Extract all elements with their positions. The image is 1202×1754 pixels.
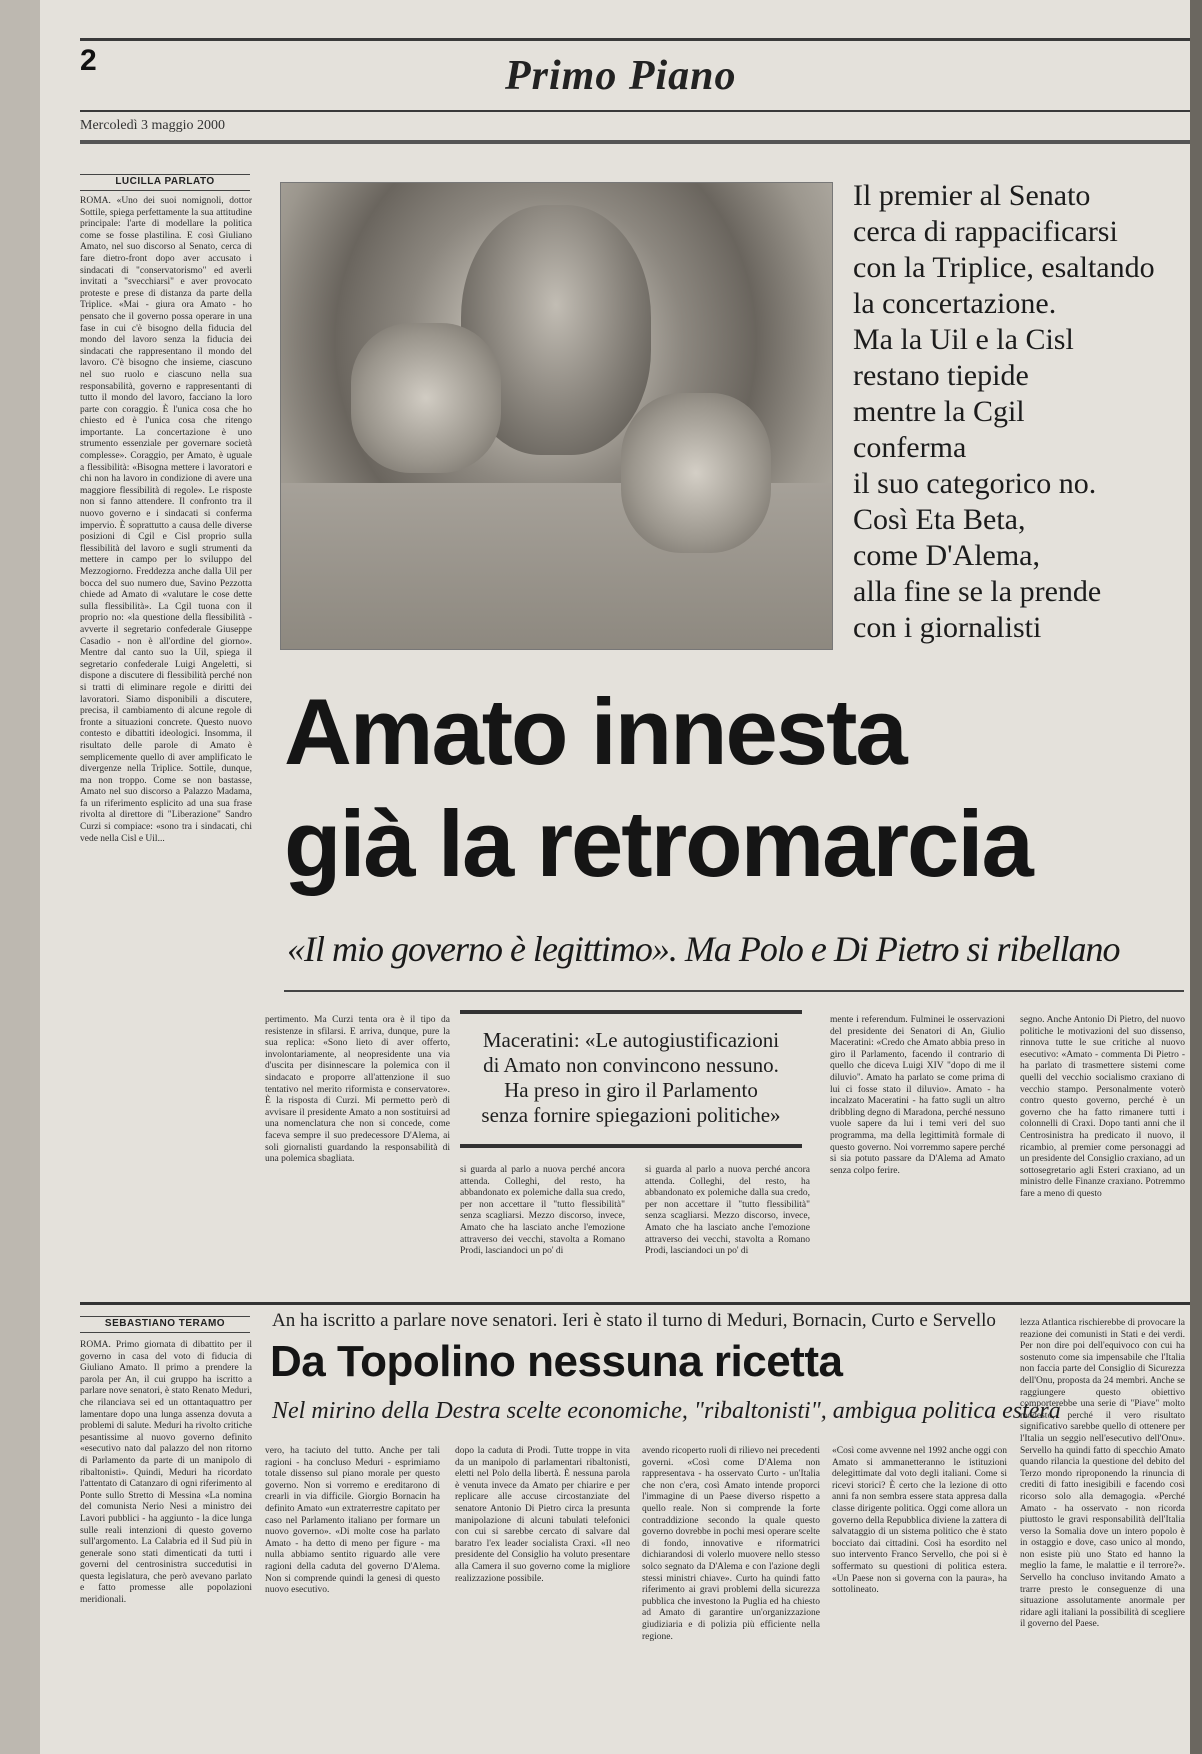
article-column-b: si guarda al parlo a nuova perché ancora attenda. Colleghi, del resto, ha abbandonato ex polemiche dalla sua credo, per non accettare il "tutto flessibilità" senza scagliarsi. Mezzo discorso, invece, Amato che ha lasciato anche l'emozione attraverso dei vecchi, stavolta a Romano Prodi, lasciandoci un po' di <box>460 1165 625 1257</box>
lede-line: la concertazione. <box>853 287 1057 320</box>
article-column-a: pertimento. Ma Curzi tenta ora è il tipo da resistenze in sfilarsi. E arriva, dunque, pure la sua replica: «Sono lieto di aver offerto, involontariamente, al neopresidente una via d'uscita per disinnescare la polemica con il sindacato e proporre all'attenzione il suo tentativo nel merito riformista e conservatore». È la risposta di Curzi. Mi permetto però di avvisare il presidente Amato a non sostituirsi ad una nomenclatura che non si concede, come faceva sempre il suo predecessore D'Alema, ai soli giornalisti guardando la responsabilità di una polemica sbagliata. <box>265 1015 450 1165</box>
lede-line: Ma la Uil e la Cisl <box>853 323 1074 356</box>
scan-right-edge <box>1190 0 1202 1754</box>
pull-quote <box>460 1010 802 1148</box>
photo-hand-left <box>351 323 501 473</box>
date-rule <box>80 140 1190 144</box>
article2-column-a: vero, ha taciuto del tutto. Anche per tali ragioni - ha concluso Meduri - esprimiamo totale dissenso sul piano morale per questo governo. Non si vorremo e ereditarono di crearli in via difficile. Giorgio Bornacin ha definito Amato «un extraterrestre capitato per caso nel Parlamento italiano per formare un nuovo governo». «Di molte cose ha parlato Amato - ha detto di meno per figure - ma nulla abbiamo sentito riguardo alle vere ragioni della caduta del governo D'Alema. Non si comprende quindi la genesi di questo nuovo esecutivo. <box>265 1446 440 1596</box>
article2-column-left: ROMA. Primo giornata di dibattito per il governo in casa del voto di fiducia di Giuliano Amato. Il primo a prendere la parola per An, il cui gruppo ha iscritto a parlare nove senatori, è stato Renato Meduri, che rilanciava sei ed un ottantaquattro per lamentare dopo una lunga assenza dovuta a problemi di salute. Meduri ha rivolto critiche pesantissime al nuovo governo definito «esecutivo nato dal palazzo del non ritorno di Parlamento da parte di un manipolo di ribaltonisti». Quindi, Meduri ha ricordato l'attentato di Catanzaro di ogni riferimento al Ponte sullo Stretto di Messina «La nomina del comunista Nerio Nesi a ministro dei Lavori pubblici - ha aggiunto - la dice lunga sulle reali intenzioni di questo governo sull'argomento. La Calabria ed il Sud più in generale sono stati dimenticati da tutti i governi del centrosinistra succedutisi in questa legislatura, che però avevano parlato e fatto promesse alle popolazioni meridionali. <box>80 1340 252 1606</box>
photo-amato <box>280 182 833 650</box>
top-rule <box>80 38 1190 41</box>
article-column-b2: si guarda al parlo a nuova perché ancora attenda. Colleghi, del resto, ha abbandonato ex polemiche dalla sua credo, per non accettare il "tutto flessibilità" senza scagliarsi. Mezzo discorso, invece, Amato che ha lasciato anche l'emozione attraverso dei vecchi, stavolta a Romano Prodi, lasciandoci un po' di <box>645 1165 810 1257</box>
lede-line: restano tiepide <box>853 359 1029 392</box>
article2-kicker: An ha iscritto a parlare nove senatori. Ieri è stato il turno di Meduri, Bornacin, Curto e Servello <box>272 1310 996 1331</box>
headline-line-2: già la retromarcia <box>284 791 1032 896</box>
byline-rule <box>80 190 250 191</box>
scan-left-margin <box>0 0 40 1754</box>
subhead: «Il mio governo è legittimo». Ma Polo e Di Pietro si ribellano <box>287 929 1120 969</box>
lede-line: conferma <box>853 431 967 464</box>
article2-column-d: «Così come avvenne nel 1992 anche oggi con Amato si ammanetteranno le istituzioni delegittimate dal voto degli italiani. Come si ricevi storici? È certo che la lezione di otto anni fa non sembra essere stata appresa dalla classe dirigente politica. Oggi come allora un governo della Repubblica diviene la zattera di salvataggio di un sistema politico che è stato bocciato dai cittadini. Così ha esordito nel suo intervento Franco Servello, che poi si è soffermato su questioni di politica estera. «Un Paese non si governa con la paura», ha sottolineato. <box>832 1446 1007 1596</box>
article2-column-c: avendo ricoperto ruoli di rilievo nei precedenti governi. «Così come D'Alema non rappresentava - ha osservato Curto - un'Italia che non c'era, così Amato intende proporci l'immagine di un Paese diverso rispetto a quello reale. Non si comprende la forte contraddizione secondo la quale questo governo dovrebbe in pochi mesi operare scelte di fondo, innovative e riformatrici dichiarandosi di volerlo muovere nello stesso solco segnato da D'Alema e con l'azione degli stessi ministri chiave». Curto ha quindi fatto riferimento ai gravi problemi della sicurezza pubblica che investono la Puglia ed ha chiesto ad Amato di garantire un'organizzazione giudiziaria e di polizia più efficiente nella regione. <box>642 1446 820 1642</box>
article2-subhead: Nel mirino della Destra scelte economiche, "ribaltonisti", ambigua politica estera <box>272 1398 1061 1424</box>
article2-headline: Da Topolino nessuna ricetta <box>270 1337 843 1386</box>
pull-quote-line: Ha preso in giro il Parlamento <box>504 1078 758 1102</box>
lede-line: Così Eta Beta, <box>853 503 1026 536</box>
lede-line: alla fine se la prende <box>853 575 1102 608</box>
article-column-c: mente i referendum. Fulminei le osservazioni del presidente dei Senatori di An, Giulio Maceratini: «Credo che Amato abbia preso in giro il Parlamento, facendo il contrario di quello che diceva Luigi XIV "dopo di me il diluvio". Amato ha parlato se come prima di lui ci fosse stato il diluvio». Amato - ha incalzato Maceratini - ha fatto sugli un altro dribbling degno di Maradona, perché nessuno vuole sapere da lui i temi veri del suo programma, ma della legittimità formale di questo governo. Noi vorremmo sapere perché si sia potuto passare da D'Alema ad Amato senza colpo ferire. <box>830 1015 1005 1176</box>
section-title: Primo Piano <box>505 53 737 99</box>
pull-quote-line: Maceratini: «Le autogiustificazioni <box>482 1028 780 1052</box>
lede-line: il suo categorico no. <box>853 467 1097 500</box>
byline-second: SEBASTIANO TERAMO <box>104 1318 226 1329</box>
masthead-rule <box>80 110 1190 112</box>
byline-rule <box>80 1332 250 1333</box>
article2-column-b: dopo la caduta di Prodi. Tutte troppe in vita da un manipolo di parlamentari ribaltonisti, eletti nel Polo della libertà. È nessuna parola è venuta invece da Amato per chiarire e per replicare alle accuse circostanziate del senatore Antonio Di Pietro circa la presunta manipolazione di alcuni tabulati telefonici con cui si sarebbe cercato di salvare dal baratro l'ex leader socialista Craxi. «Il neo presidente del Consiglio ha voluto presentare alla Camera il suo governo come la migliore realizzazione possibile. <box>455 1446 630 1584</box>
subhead-rule <box>284 990 1184 992</box>
pull-quote-line: di Amato non convincono nessuno. <box>483 1053 779 1077</box>
byline-rule <box>80 174 250 175</box>
lede-line: Il premier al Senato <box>853 179 1091 212</box>
lede-text <box>853 178 1183 646</box>
photo-hand-right <box>621 393 771 553</box>
lede-line: con la Triplice, esaltando <box>853 251 1155 284</box>
lede-line: con i giornalisti <box>853 611 1042 644</box>
byline-rule <box>80 1316 250 1317</box>
lede-line: come D'Alema, <box>853 539 1041 572</box>
lede-line: mentre la Cgil <box>853 395 1025 428</box>
byline-main: LUCILLA PARLATO <box>115 176 215 187</box>
pull-quote-line: senza fornire spiegazioni politiche» <box>481 1103 781 1127</box>
page-number: 2 <box>80 44 97 77</box>
headline-line-1: Amato innesta <box>284 679 906 784</box>
lede-line: cerca di rappacificarsi <box>853 215 1118 248</box>
dateline: Mercoledì 3 maggio 2000 <box>80 118 226 133</box>
article2-column-e: lezza Atlantica rischierebbe di provocare la reazione dei comunisti in Stati e dei verdi. Per non dire poi dell'equivoco con cui ha sostenuto come sia impensabile che l'Italia non faccia parte del Consiglio di Sicurezza dell'Onu, proposta da 24 membri. Anche se raggiungere questo obiettivo comporterebbe una serie di "Piave" molto modesto, perché il vero risultato significativo sarebbe quello di ottenere per l'Italia un seggio nell'esecutivo dell'Onu». Servello ha quindi fatto di specchio Amato quando rilancia la questione del debito del Terzo mondo riproponendo la rinuncia di crediti di fatto inesigibili e facendo così ricorso solo alla demagogia. «Perché Amato - ha osservato - non ricorda piuttosto le gravi responsabilità dell'Italia verso la Somalia dove un intero popolo è in ostaggio e dove, caso unico al mondo, non esiste più uno Stato ed hanno la meglio la fame, le malattie e il terrore?». Servello ha concluso invitando Amato a trarre presto le conseguenze di una situazione assolutamente anormale per ridare agli italiani la possibilità di scegliere il governo del Paese. <box>1020 1318 1185 1630</box>
article-divider <box>80 1302 1190 1305</box>
article-column-d: segno. Anche Antonio Di Pietro, del nuovo politiche le motivazioni del suo dissenso, rinnova tutte le sue critiche al nuovo esecutivo: «Amato - commenta Di Pietro - ha parlato di trasmettere sistemi come quelli del vecchio socialismo craxiano di vecchio stampo. Personalmente voterò contro questo governo, perché è un governo che ha fatto rimanere tutti i colonnelli di Craxi. Dopo tanti anni che il Centrosinistra ha predicato il nuovo, il ricambio, al premier come personaggi ad un presidente del Consiglio craxiano, ad un sottosegretario agli Esteri craxiano, ad un ministro delle Finanze craxiano. Potremmo fare a meno di questo <box>1020 1015 1185 1199</box>
article-column-left: ROMA. «Uno dei suoi nomignoli, dottor Sottile, spiega perfettamente la sua attitudine principale: l'arte di modellare la politica come se fosse plastilina. E così Giuliano Amato, nel suo discorso al Senato, cerca di fare dietro-front dopo aver accusato i sindacati di "conservatorismo" ed averli invitati a "svecchiarsi" e aver provocato proteste e prese di distanza da parte della Triplice. «Mai - giura ora Amato - ho pensato che il governo possa operare in una fase in cui c'è bisogno della fiducia del mondo del lavoro senza la fiducia dei sindacati che rappresentano il mondo del lavoro. C'è bisogno che insieme, ciascuno nel suo ruolo e ciascuno nella sua responsabilità, governo e rappresentanti di tutto il mondo del lavoro, facciano la loro parte con coraggio. È l'unica cosa che ho chiesto ed è l'unica cosa che ritengo importante. La concertazione è uno strumento essenziale per governare società complesse». Coraggio, per Amato, è uguale a flessibilità: «Bisogna mettere i lavoratori e chi non ha lavoro in condizione di avere una maggiore flessibilità di regole». Le risposte non si fanno attendere. Il confronto tra il nuovo governo e i sindacati si conferma impervio. È soprattutto a causa delle diverse posizioni di Cgil e Cisl proprio sulla flessibilità del lavoro e sugli strumenti da mettere in campo per lo sviluppo del Mezzogiorno. Freddezza anche dalla Uil per bocca del suo numero due, Savino Pezzotta chiede ad Amato di «valutare le cose dette sulla flessibilità». La Cgil tuona con il proprio no: «la questione della flessibilità - avverte il segretario confederale Giuseppe Casadio - non è all'ordine del giorno». Mentre dal canto suo la Uil, spiega il segretario confederale Luigi Angeletti, si dispone a discutere di flessibilità perché non si tratti di eliminare regole e diritti dei lavoratori. Siamo disponibili a discutere, precisa, il cambiamento di alcune regole di fronte a situazioni concrete. Questo nuovo contesto e dibattiti ideologici. Insomma, il risultato delle parole di Amato è semplicemente quello di aver amplificato le divergenze nella Triplice. Sottile, dunque, ma non troppo. Come se non bastasse, Amato nel suo discorso a Palazzo Madama, fa un riferimento esplicito ad una sua frase rivolta al direttore di "Liberazione" Sandro Curzi si compiace: «sono tra i sindacati, chi vede nella Cisl e Uil... <box>80 196 252 844</box>
